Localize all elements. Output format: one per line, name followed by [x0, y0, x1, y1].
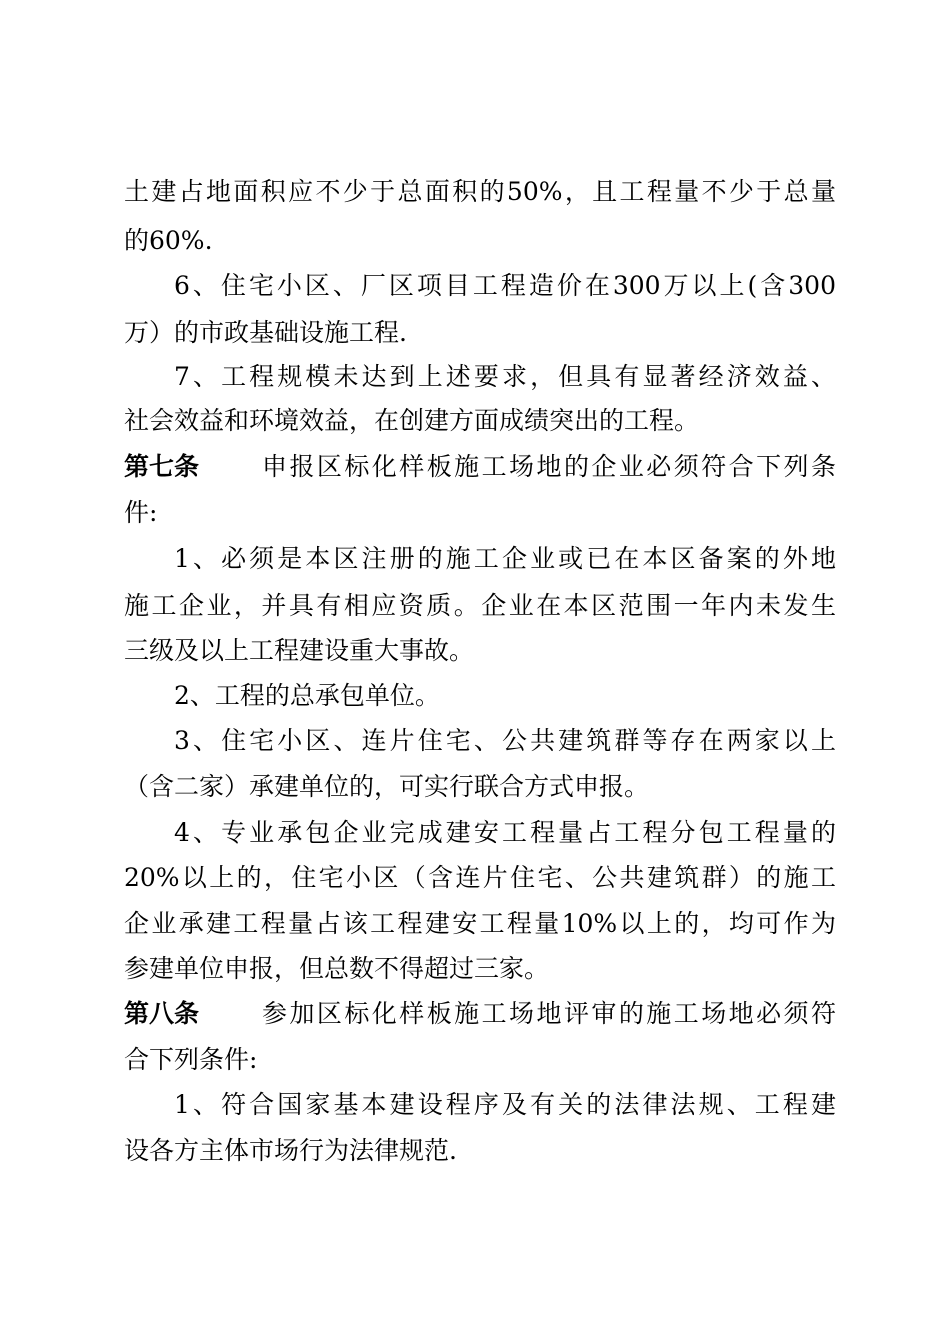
list-item-3: 3、住宅小区、连片住宅、公共建筑群等存在两家以上 — [174, 726, 836, 755]
list-item-6: 6、住宅小区、厂区项目工程造价在300万以上(含300 — [174, 271, 836, 300]
article-8-label: 第八条 — [124, 999, 200, 1028]
text-line: 的60%. — [124, 226, 213, 255]
text-line: 三级及以上工程建设重大事故。 — [124, 636, 475, 665]
text-line: （含二家）承建单位的，可实行联合方式申报。 — [124, 772, 650, 801]
list-item-1: 1、必须是本区注册的施工企业或已在本区备案的外地 — [174, 544, 836, 573]
list-item-2: 2、工程的总承包单位。 — [174, 681, 440, 710]
article-7-text: 申报区标化样板施工场地的企业必须符合下列条 — [262, 452, 836, 481]
text-line: 20%以上的，住宅小区（含连片住宅、公共建筑群）的施工 — [124, 863, 836, 892]
text-line: 万）的市政基础设施工程. — [124, 318, 407, 347]
article-7-label: 第七条 — [124, 452, 200, 481]
text-line: 企业承建工程量占该工程建安工程量10%以上的，均可作为 — [124, 909, 836, 938]
text-line: 土建占地面积应不少于总面积的50%，且工程量不少于总量 — [124, 177, 836, 206]
text-line: 设各方主体市场行为法律规范. — [124, 1136, 457, 1165]
list-item-1b: 1、符合国家基本建设程序及有关的法律法规、工程建 — [174, 1090, 836, 1119]
list-item-4: 4、专业承包企业完成建安工程量占工程分包工程量的 — [174, 818, 836, 847]
text-line: 社会效益和环境效益，在创建方面成绩突出的工程。 — [124, 406, 700, 435]
text-line: 合下列条件: — [124, 1045, 258, 1074]
list-item-7: 7、工程规模未达到上述要求，但具有显著经济效益、 — [174, 362, 836, 391]
text-line: 件: — [124, 498, 158, 527]
text-line: 施工企业，并具有相应资质。企业在本区范围一年内未发生 — [124, 591, 836, 620]
text-line: 参建单位申报，但总数不得超过三家。 — [124, 954, 550, 983]
article-8-text: 参加区标化样板施工场地评审的施工场地必须符 — [262, 999, 836, 1028]
